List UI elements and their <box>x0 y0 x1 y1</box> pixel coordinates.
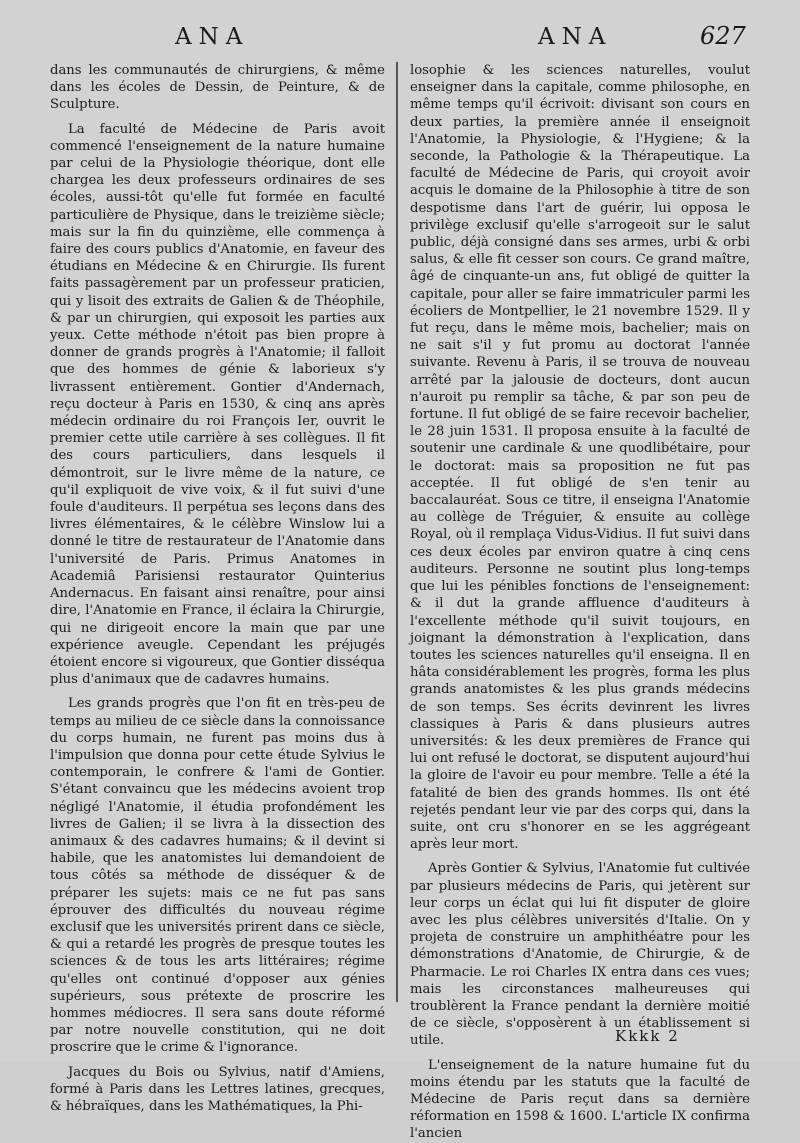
paragraph: Les grands progrès que l'on fit en très-peu de temps au milieu de ce siècle dans la connoissance du corps humain, ne furent pas moins dus à l'impulsion que donna pour cette étude Sylvius le contemporain, le confrere & l'ami de Gontier. S'étant convaincu que les médecins avoient trop négligé l'Anatomie, il étudia profondément les livres de Galien; il se livra à la dissection des animaux & des cadavres humains; & il devint si habile, que les anatomistes lui demandoient de tous côtés sa méthode de disséquer & de préparer les sujets: mais ce ne fut pas sans éprouver des difficultés du nouveau régime exclusif que les universités prirent dans ce siècle, & qui a retardé les progrès de presque toutes les sciences & de tous les arts littéraires; régime qu'elles ont continué d'opposer aux génies supérieurs, sous prétexte de proscrire les hommes médiocres. Il sera sans doute réformé par notre nouvelle constitution, qui ne doit proscrire que le crime & l'ignorance. <box>50 696 385 1056</box>
left-column <box>50 62 385 1114</box>
signature-mark: Kkkk 2 <box>615 1027 680 1045</box>
paragraph: dans les communautés de chirurgiens, & même dans les écoles de Dessin, de Peinture, & de Sculpture. <box>50 63 385 113</box>
paragraph: losophie & les sciences naturelles, voulut enseigner dans la capitale, comme philosophe, en même temps qu'il écrivoit: divisant son cours en deux parties, la première année il enseignoit l'Anatomie, la Physiologie, & l'Hygiene; & la seconde, la Pathologie & la Thérapeutique. La faculté de Médecine de Paris, qui croyoit avoir acquis le domaine de la Philosophie à titre de son despotisme dans l'art de guérir, lui opposa le privilège exclusif qu'elle s'arrogeoit sur le salut public, déjà consigné dans ses armes, urbi & orbi salus, & elle fit cesser son cours. Ce grand maître, âgé de cinquante-un ans, fut obligé de quitter la capitale, pour aller se faire immatriculer parmi les écoliers de Montpellier, le 21 novembre 1529. Il y fut reçu, dans le même mois, bachelier; mais on ne sait s'il y fut promu au doctorat l'année suivante. Revenu à Paris, il se trouva de nouveau arrêté par la jalousie de docteurs, dont aucun n'auroit pu remplir sa tâche, & par son peu de fortune. Il fut obligé de se faire recevoir bachelier, le 28 juin 1531. Il proposa ensuite à la faculté de soutenir une cardinale & une quodlibétaire, pour le doctorat: mais sa proposition ne fut pas acceptée. Il fut obligé de s'en tenir au baccalauréat. Sous ce titre, il enseigna l'Anatomie au collège de Tréguier, & ensuite au collège Royal, où il remplaça Vidus-Vidius. Il fut suivi dans ces deux écoles par environ quatre à cinq cens auditeurs. Personne ne soutint plus long-temps que lui les pénibles fonctions de l'enseignement: & il dut la grande affluence d'auditeurs à l'excellente méthode qu'il suivit toujours, en joignant la démonstration à l'explication, dans toutes les sciences naturelles qu'il enseigna. Il en hâta considérablement les progrès, forma les plus grands anatomistes & les plus grands médecins de son temps. Ses écrits devinrent les livres classiques à Paris & dans plusieurs autres universités: & les deux premières de France qui lui ont refusé le doctorat, se disputent aujourd'hui la gloire de l'avoir eu pour membre. Telle a été la fatalité de bien des grands hommes. Ils ont été rejetés pendant leur vie par des corps qui, dans la suite, ont cru s'honorer en se les aggrégeant après leur mort. <box>410 63 750 853</box>
header-right-word: ANA <box>538 24 613 50</box>
paragraph: Après Gontier & Sylvius, l'Anatomie fut cultivée par plusieurs médecins de Paris, qui jetèrent sur leur corps un éclat qui lui fit disputer de gloire avec les plus célèbres universités d'Italie. On y projeta de construire un amphithéatre pour les démonstrations d'Anatomie, de Chirurgie, & de Pharmacie. Le roi Charles IX entra dans ces vues; mais les circonstances malheureuses qui troublèrent la France pendant la dernière moitié de ce siècle, s'opposèrent à un établissement si utile. <box>410 861 750 1049</box>
page-number: 627 <box>700 22 746 50</box>
header-left-word: ANA <box>175 24 250 50</box>
running-header <box>0 16 800 56</box>
column-divider <box>396 62 398 1002</box>
paragraph: La faculté de Médecine de Paris avoit commencé l'enseignement de la nature humaine par celui de la Physiologie théorique, dont elle chargea les deux professeurs ordinaires de ses écoles, aussi-tôt qu'elle fut formée en faculté particulière de Physique, dans le treizième siècle; mais sur la fin du quinzième, elle commença à faire des cours publics d'Anatomie, en faveur des étudians en Médecine & en Chirurgie. Ils furent faits passagèrement par un professeur praticien, qui y lisoit des extraits de Galien & de Théophile, & par un chirurgien, qui exposoit les parties aux yeux. Cette méthode n'étoit pas bien propre à donner de grands progrès à l'Anatomie; il falloit que des hommes de génie & laborieux s'y livrassent entièrement. Gontier d'Andernach, reçu docteur à Paris en 1530, & cinq ans après médecin ordinaire du roi François Ier, ouvrit le premier cette utile carrière à ses collègues. Il fit des cours particuliers, dans lesquels il démontroit, sur le livre même de la nature, ce qu'il expliquoit de vive voix, & il fut suivi d'une foule d'auditeurs. Il perpétua ses leçons dans des livres élémentaires, & le célèbre Winslow lui a donné le titre de restaurateur de l'Anatomie dans l'université de Paris. Primus Anatomes in Academiâ Parisiensi restaurator Quinterius Andernacus. En faisant ainsi renaître, pour ainsi dire, l'Anatomie en France, il éclaira la Chirurgie, qui ne dirigeoit encore la main que par une expérience aveugle. Cependant les préjugés étoient encore si vigoureux, que Gontier disséqua plus d'animaux que de cadavres humains. <box>50 121 385 688</box>
paragraph: L'enseignement de la nature humaine fut du moins étendu par les statuts que la faculté de Médecine de Paris reçut dans sa dernière réformation en 1598 & 1600. L'article IX confirma l'ancien <box>410 1057 750 1142</box>
paragraph: Jacques du Bois ou Sylvius, natif d'Amiens, formé à Paris dans les Lettres latines, grecques, & hébraïques, dans les Mathématiques, la Phi- <box>50 1064 385 1114</box>
